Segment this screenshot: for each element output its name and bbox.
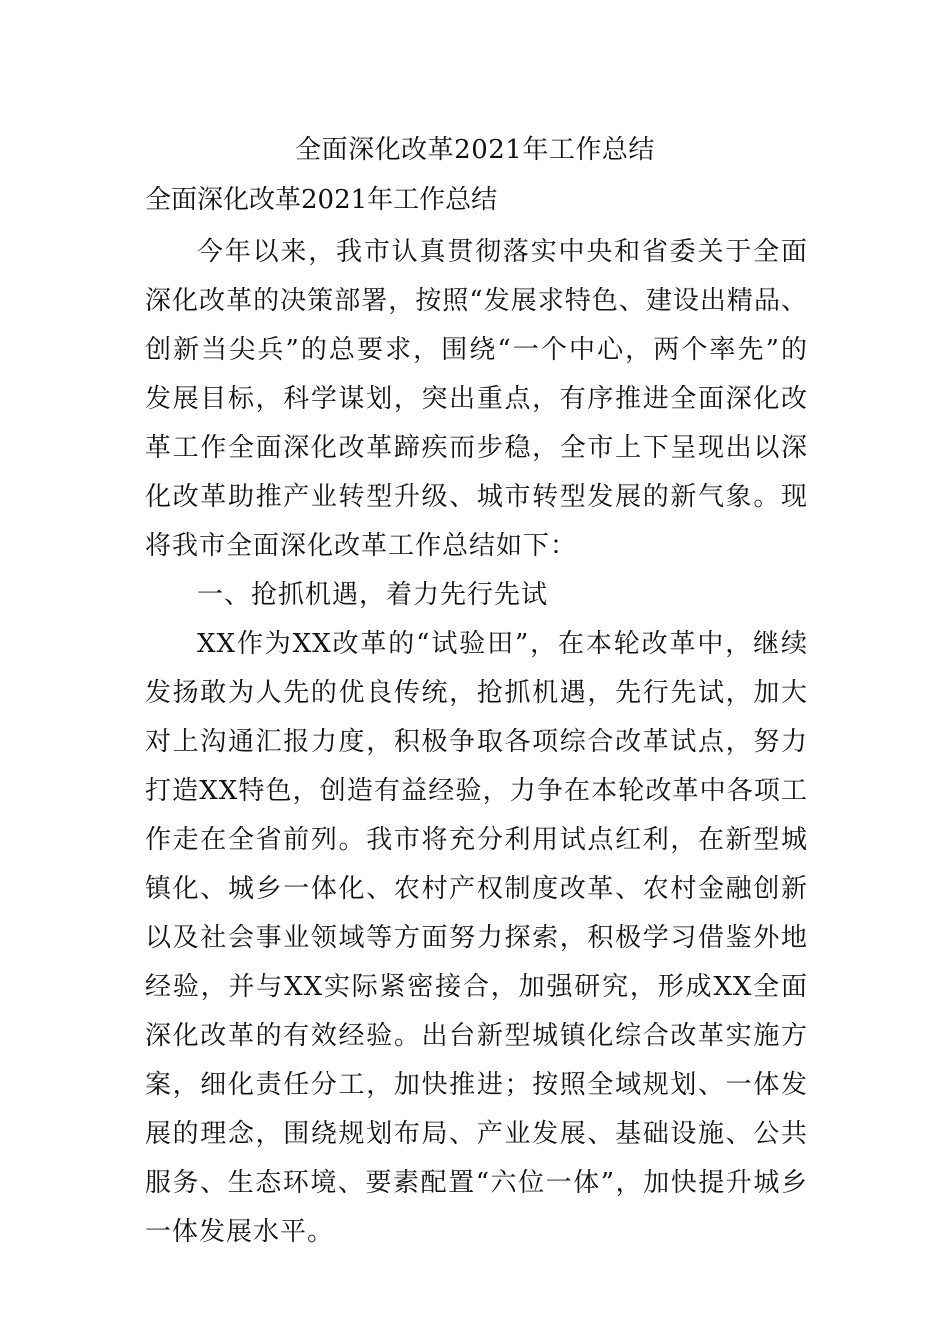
document-body bbox=[145, 180, 808, 1257]
intro-paragraph: 今年以来，我市认真贯彻落实中央和省委关于全面深化改革的决策部署，按照“发展求特色、建设出精品、创新当尖兵”的总要求，围绕“一个中心，两个率先”的发展目标，科学谋划，突出重点，有序推进全面深化改革工作全面深化改革蹄疾而步稳，全市上下呈现出以深化改革助推产业转型升级、城市转型发展的新气象。现将我市全面深化改革工作总结如下： bbox=[145, 237, 808, 561]
section-paragraph: XX作为XX改革的“试验田”，在本轮改革中，继续发扬敢为人先的优良传统，抢抓机遇，先行先试，加大对上沟通汇报力度，积极争取各项综合改革试点，努力打造XX特色，创造有益经验，力争在本轮改革中各项工作走在全省前列。我市将充分利用试点红利，在新型城镇化、城乡一体化、农村产权制度改革、农村金融创新以及社会事业领域等方面努力探索，积极学习借鉴外地经验，并与XX实际紧密接合，加强研究，形成XX全面深化改革的有效经验。出台新型城镇化综合改革实施方案，细化责任分工，加快推进；按照全域规划、一体发展的理念，围绕规划布局、产业发展、基础设施、公共服务、生态环境、要素配置“六位一体”，加快提升城乡一体发展水平。 bbox=[145, 629, 808, 1247]
document-title: 全面深化改革2021年工作总结 bbox=[295, 135, 655, 165]
section-heading: 一、抢抓机遇，着力先行先试 bbox=[197, 580, 549, 610]
document-subtitle: 全面深化改革2021年工作总结 bbox=[145, 185, 498, 215]
